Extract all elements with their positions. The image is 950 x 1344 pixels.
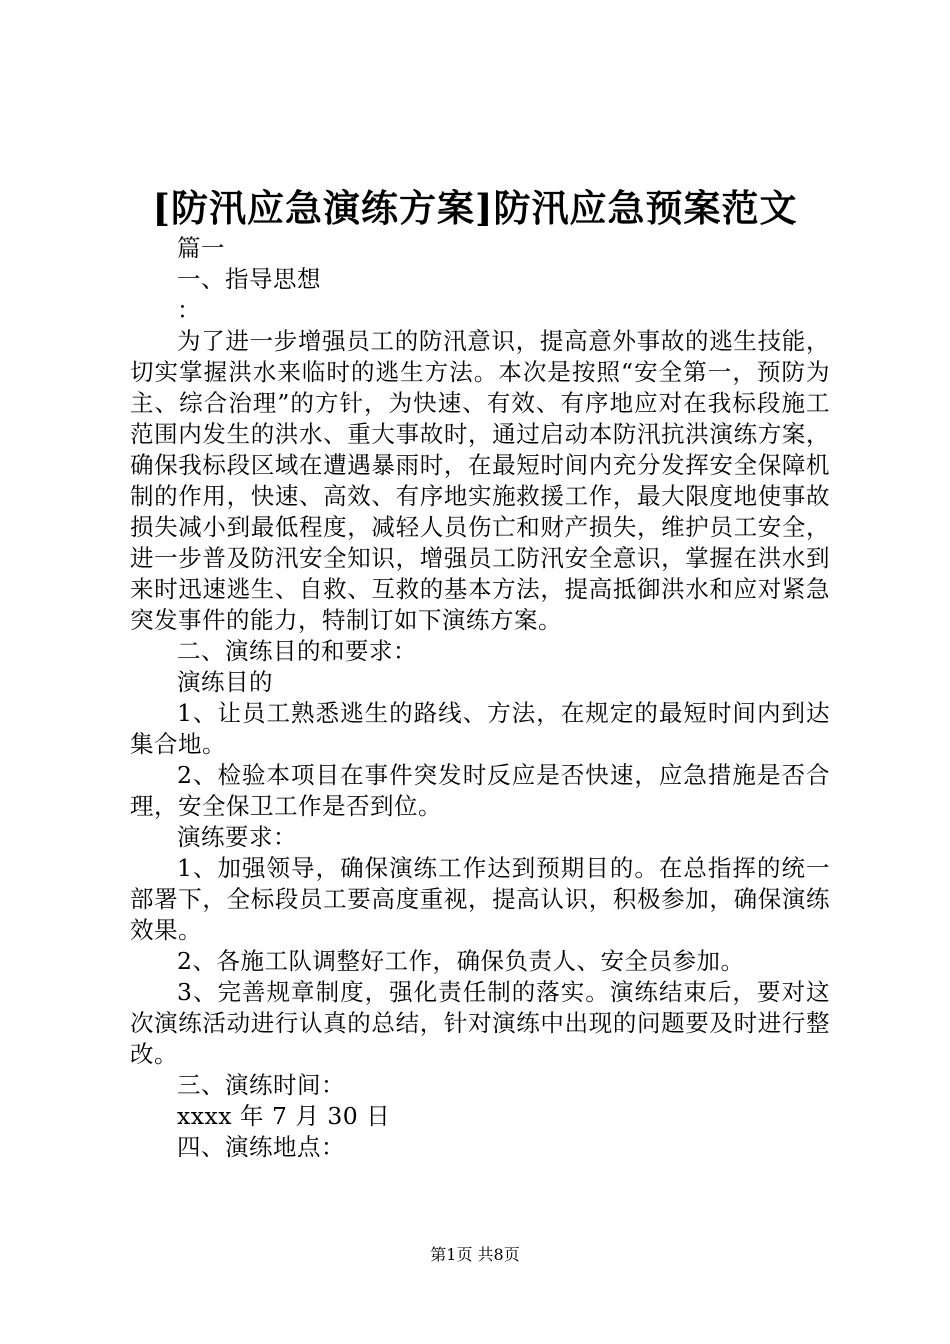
paragraph-purpose-1: 1、让员工熟悉逃生的路线、方法，在规定的最短时间内到达集合地。 [130,699,830,758]
page-total: 共8页 [477,1245,520,1264]
paragraph-requirement-2: 2、各施工队调整好工作，确保负责人、安全员参加。 [177,947,745,975]
subheading-requirements: 演练要求： [177,823,297,851]
heading-guiding-ideology: 一、指导思想 [177,265,321,293]
paragraph-section-label: 篇一 [177,234,225,262]
subheading-purpose: 演练目的 [177,668,273,696]
page-footer [0,1244,950,1266]
paragraph-purpose-2: 2、检验本项目在事件突发时反应是否快速，应急措施是否合理，安全保卫工作是否到位。 [130,761,830,820]
heading-drill-time: 三、演练时间： [177,1071,345,1099]
paragraph-colon: ： [177,296,201,324]
heading-purpose-requirements: 二、演练目的和要求： [177,637,417,665]
paragraph-drill-date: xxxx 年 7 月 30 日 [177,1102,391,1130]
document-title: [防汛应急演练方案]防汛应急预案范文 [152,186,798,230]
page-number: 第1页 [430,1245,473,1264]
heading-drill-location: 四、演练地点： [177,1133,345,1161]
paragraph-intro: 为了进一步增强员工的防汛意识，提高意外事故的逃生技能，切实掌握洪水来临时的逃生方法。本次是按照“安全第一，预防为主、综合治理”的方针，为快速、有效、有序地应对在我标段施工范围内发生的洪水、重大事故时，通过启动本防汛抗洪演练方案，确保我标段区域在遭遇暴雨时，在最短时间内充分发挥安全保障机制的作用，快速、高效、有序地实施救援工作，最大限度地使事故损失减小到最低程度，减轻人员伤亡和财产损失，维护员工安全，进一步普及防汛安全知识，增强员工防汛安全意识，掌握在洪水到来时迅速逃生、自救、互救的基本方法，提高抵御洪水和应对紧急突发事件的能力，特制订如下演练方案。 [130,327,830,634]
paragraph-requirement-3: 3、完善规章制度，强化责任制的落实。演练结束后，要对这次演练活动进行认真的总结，针对演练中出现的问题要及时进行整改。 [130,978,830,1068]
paragraph-requirement-1: 1、加强领导，确保演练工作达到预期目的。在总指挥的统一部署下，全标段员工要高度重视，提高认识，积极参加，确保演练效果。 [130,854,830,944]
document-body [130,233,830,1163]
